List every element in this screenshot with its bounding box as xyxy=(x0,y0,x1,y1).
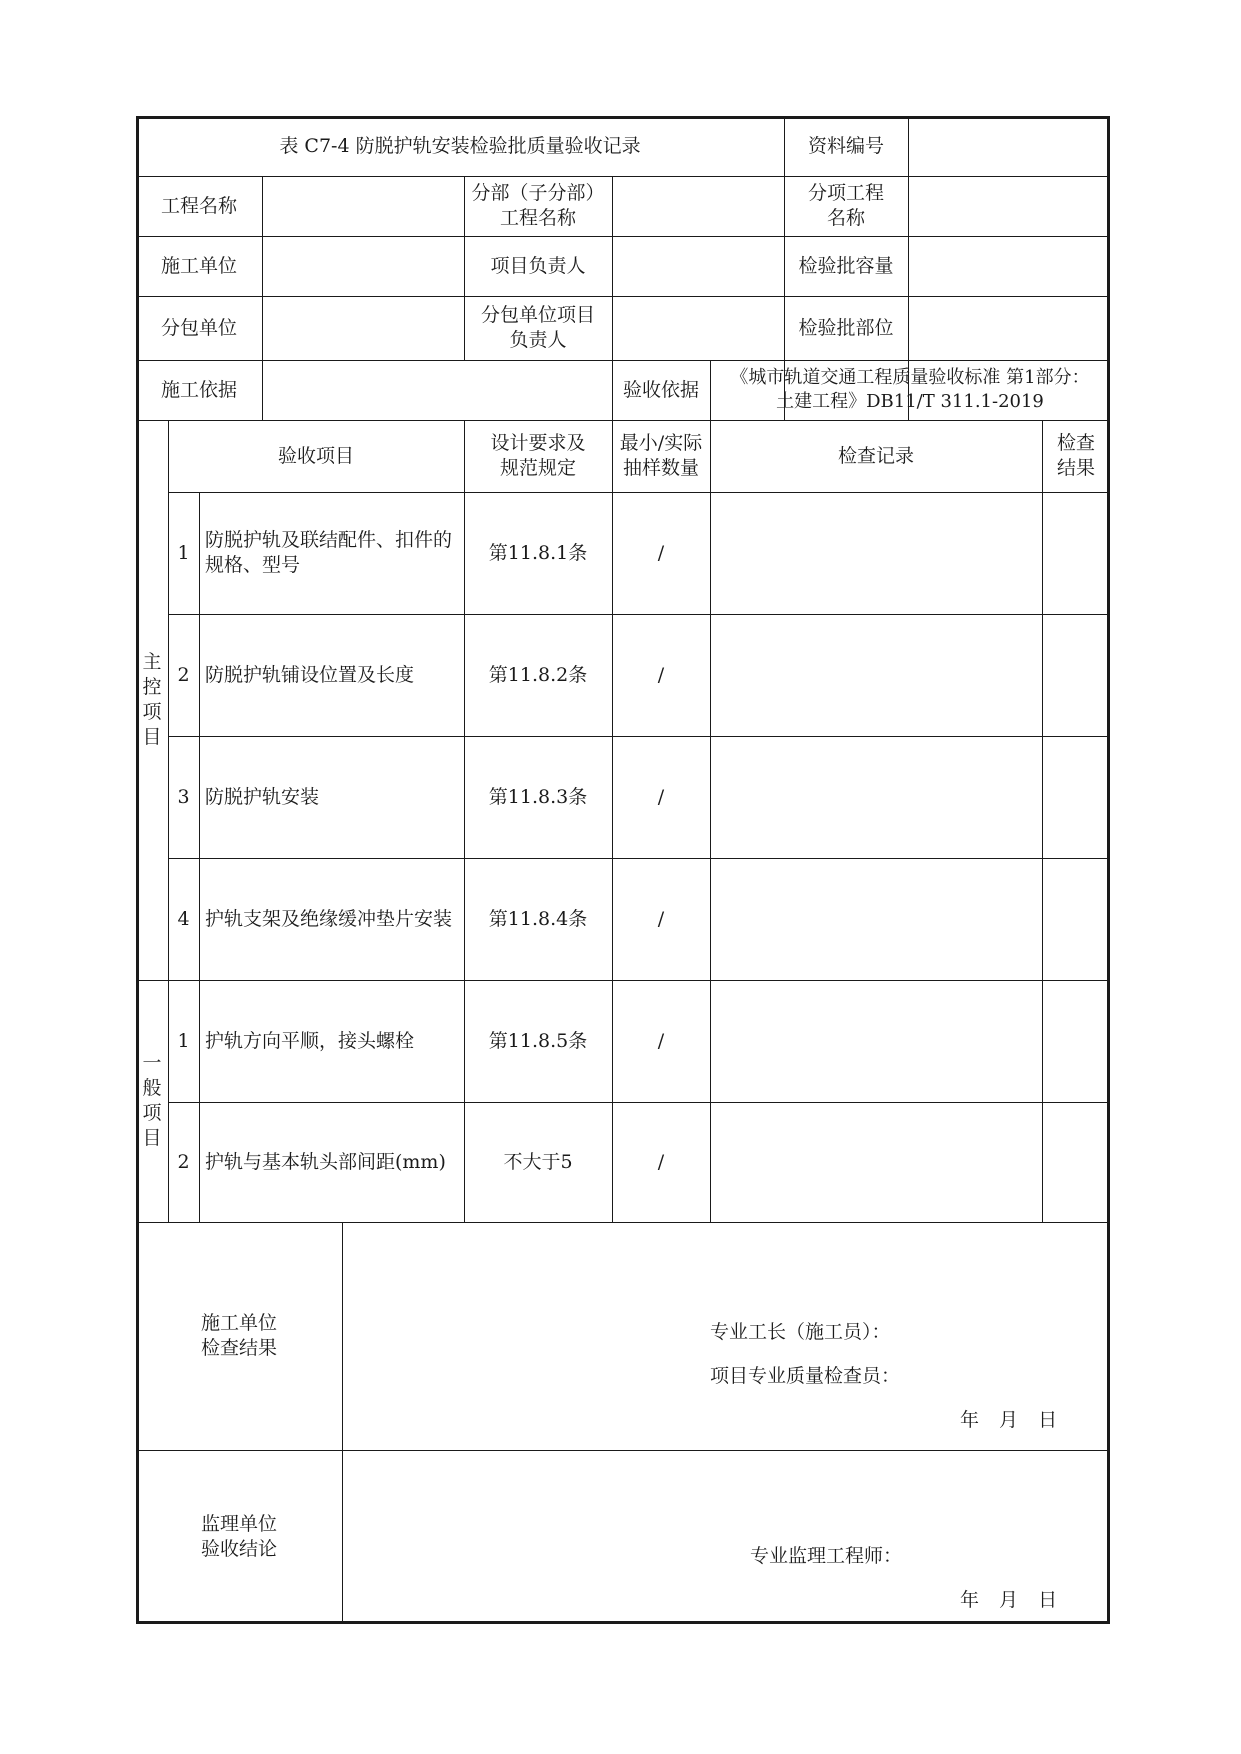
col-header-design-line1: 设计要求及 xyxy=(490,432,586,454)
subdivision-label xyxy=(464,176,612,236)
subcontractor-label: 分包单位 xyxy=(160,316,237,339)
item-description: 防脱护轨铺设位置及长度 xyxy=(205,663,415,686)
batch-location-label: 检验批部位 xyxy=(798,316,894,339)
sample-count: / xyxy=(657,663,665,686)
acceptance-basis-value xyxy=(710,360,1110,420)
col-header-record: 检查记录 xyxy=(837,444,914,467)
supervisor-check-label-line1: 监理单位 xyxy=(200,1513,277,1535)
subdivision-label-line1: 分部（子分部） xyxy=(471,182,605,204)
general-items-char: 一 xyxy=(142,1052,162,1074)
acceptance-basis-label: 验收依据 xyxy=(622,378,699,401)
supervisor-check-label-line2: 验收结论 xyxy=(200,1538,277,1560)
spec-clause: 第11.8.1条 xyxy=(488,541,588,564)
row-number: 2 xyxy=(177,1150,190,1173)
acceptance-basis-line1: 《城市轨道交通工程质量验收标准 第1部分： xyxy=(730,367,1090,388)
check-record-field[interactable] xyxy=(710,736,1042,858)
row-number: 4 xyxy=(177,907,190,930)
sample-count: / xyxy=(657,1029,665,1052)
sub-manager-field[interactable] xyxy=(612,296,784,360)
col-header-sample xyxy=(612,420,710,492)
supervisor-engineer-signature-label: 专业监理工程师： xyxy=(750,1545,903,1567)
row-number: 1 xyxy=(177,541,190,564)
construction-basis-label: 施工依据 xyxy=(160,378,237,401)
subdivision-label-line2: 工程名称 xyxy=(499,207,576,229)
col-header-result-line2: 结果 xyxy=(1056,457,1095,479)
foreman-signature-label: 专业工长（施工员）： xyxy=(710,1321,891,1343)
project-name-label: 工程名称 xyxy=(160,194,237,217)
quality-inspector-signature-label: 项目专业质量检查员： xyxy=(710,1365,901,1387)
subitem-field[interactable] xyxy=(908,176,1110,236)
sub-manager-label xyxy=(464,296,612,360)
spec-clause: 不大于5 xyxy=(503,1150,573,1173)
row-number: 3 xyxy=(177,785,190,808)
item-description-line2: 规格、型号 xyxy=(205,554,301,576)
subitem-label-line2: 名称 xyxy=(826,207,865,229)
item-description-line1: 防脱护轨及联结配件、扣件的 xyxy=(205,529,453,551)
check-result-field[interactable] xyxy=(1042,1102,1110,1222)
check-result-field[interactable] xyxy=(1042,736,1110,858)
check-result-field[interactable] xyxy=(1042,614,1110,736)
main-control-char: 项 xyxy=(142,701,162,723)
item-description: 护轨支架及绝缘缓冲垫片安装 xyxy=(205,907,453,930)
main-control-char: 目 xyxy=(142,726,162,748)
item-description: 护轨与基本轨头部间距(mm) xyxy=(205,1150,446,1173)
main-control-label xyxy=(136,420,168,980)
contractor-label: 施工单位 xyxy=(160,254,237,277)
check-record-field[interactable] xyxy=(710,492,1042,614)
sample-count: / xyxy=(657,785,665,808)
batch-capacity-field[interactable] xyxy=(908,236,1110,296)
check-result-field[interactable] xyxy=(1042,492,1110,614)
sample-count: / xyxy=(657,541,665,564)
acceptance-basis-line2: 土建工程》DB11/T 311.1-2019 xyxy=(776,391,1044,412)
project-manager-field[interactable] xyxy=(612,236,784,296)
project-name-field[interactable] xyxy=(262,176,464,236)
item-description: 护轨方向平顺，接头螺栓 xyxy=(205,1029,415,1052)
form-title: 表 C7-4 防脱护轨安装检验批质量验收记录 xyxy=(279,134,641,157)
subdivision-field[interactable] xyxy=(612,176,784,236)
spec-clause: 第11.8.4条 xyxy=(488,907,588,930)
contractor-check-label-line2: 检查结果 xyxy=(200,1337,277,1359)
batch-capacity-label: 检验批容量 xyxy=(798,254,894,277)
sub-manager-label-line2: 负责人 xyxy=(509,329,567,351)
main-control-char: 主 xyxy=(142,651,162,673)
supervisor-date: 年 月 日 xyxy=(960,1589,1058,1611)
general-items-char: 目 xyxy=(142,1127,162,1149)
contractor-date: 年 月 日 xyxy=(960,1409,1058,1431)
spec-clause: 第11.8.2条 xyxy=(488,663,588,686)
divider xyxy=(342,1222,343,1624)
col-header-sample-line2: 抽样数量 xyxy=(622,457,699,479)
spec-clause: 第11.8.3条 xyxy=(488,785,588,808)
col-header-result xyxy=(1042,420,1110,492)
check-result-field[interactable] xyxy=(1042,980,1110,1102)
construction-basis-field[interactable] xyxy=(262,360,612,420)
subitem-label-line1: 分项工程 xyxy=(807,182,884,204)
col-header-design xyxy=(464,420,612,492)
col-header-design-line2: 规范规定 xyxy=(499,457,576,479)
doc-no-label: 资料编号 xyxy=(807,134,884,157)
check-result-field[interactable] xyxy=(1042,858,1110,980)
row-number: 2 xyxy=(177,663,190,686)
batch-location-field[interactable] xyxy=(908,296,1110,360)
check-record-field[interactable] xyxy=(710,980,1042,1102)
supervisor-check-label xyxy=(136,1450,342,1624)
item-description: 防脱护轨安装 xyxy=(205,785,320,808)
sample-count: / xyxy=(657,1150,665,1173)
item-description xyxy=(199,492,464,614)
project-manager-label: 项目负责人 xyxy=(490,254,586,277)
col-header-result-line1: 检查 xyxy=(1056,432,1095,454)
doc-no-field[interactable] xyxy=(908,116,1110,176)
col-header-sample-line1: 最小/实际 xyxy=(619,432,703,454)
contractor-check-label-line1: 施工单位 xyxy=(200,1312,277,1334)
general-items-char: 般 xyxy=(142,1077,162,1099)
sub-manager-label-line1: 分包单位项目 xyxy=(480,304,595,326)
sample-count: / xyxy=(657,907,665,930)
contractor-field[interactable] xyxy=(262,236,464,296)
contractor-check-label xyxy=(136,1222,342,1450)
col-header-item: 验收项目 xyxy=(277,444,354,467)
general-items-char: 项 xyxy=(142,1102,162,1124)
spec-clause: 第11.8.5条 xyxy=(488,1029,588,1052)
check-record-field[interactable] xyxy=(710,1102,1042,1222)
subcontractor-field[interactable] xyxy=(262,296,464,360)
general-items-label xyxy=(136,980,168,1222)
row-number: 1 xyxy=(177,1029,190,1052)
check-record-field[interactable] xyxy=(710,858,1042,980)
subitem-label xyxy=(784,176,908,236)
main-control-char: 控 xyxy=(142,676,162,698)
check-record-field[interactable] xyxy=(710,614,1042,736)
